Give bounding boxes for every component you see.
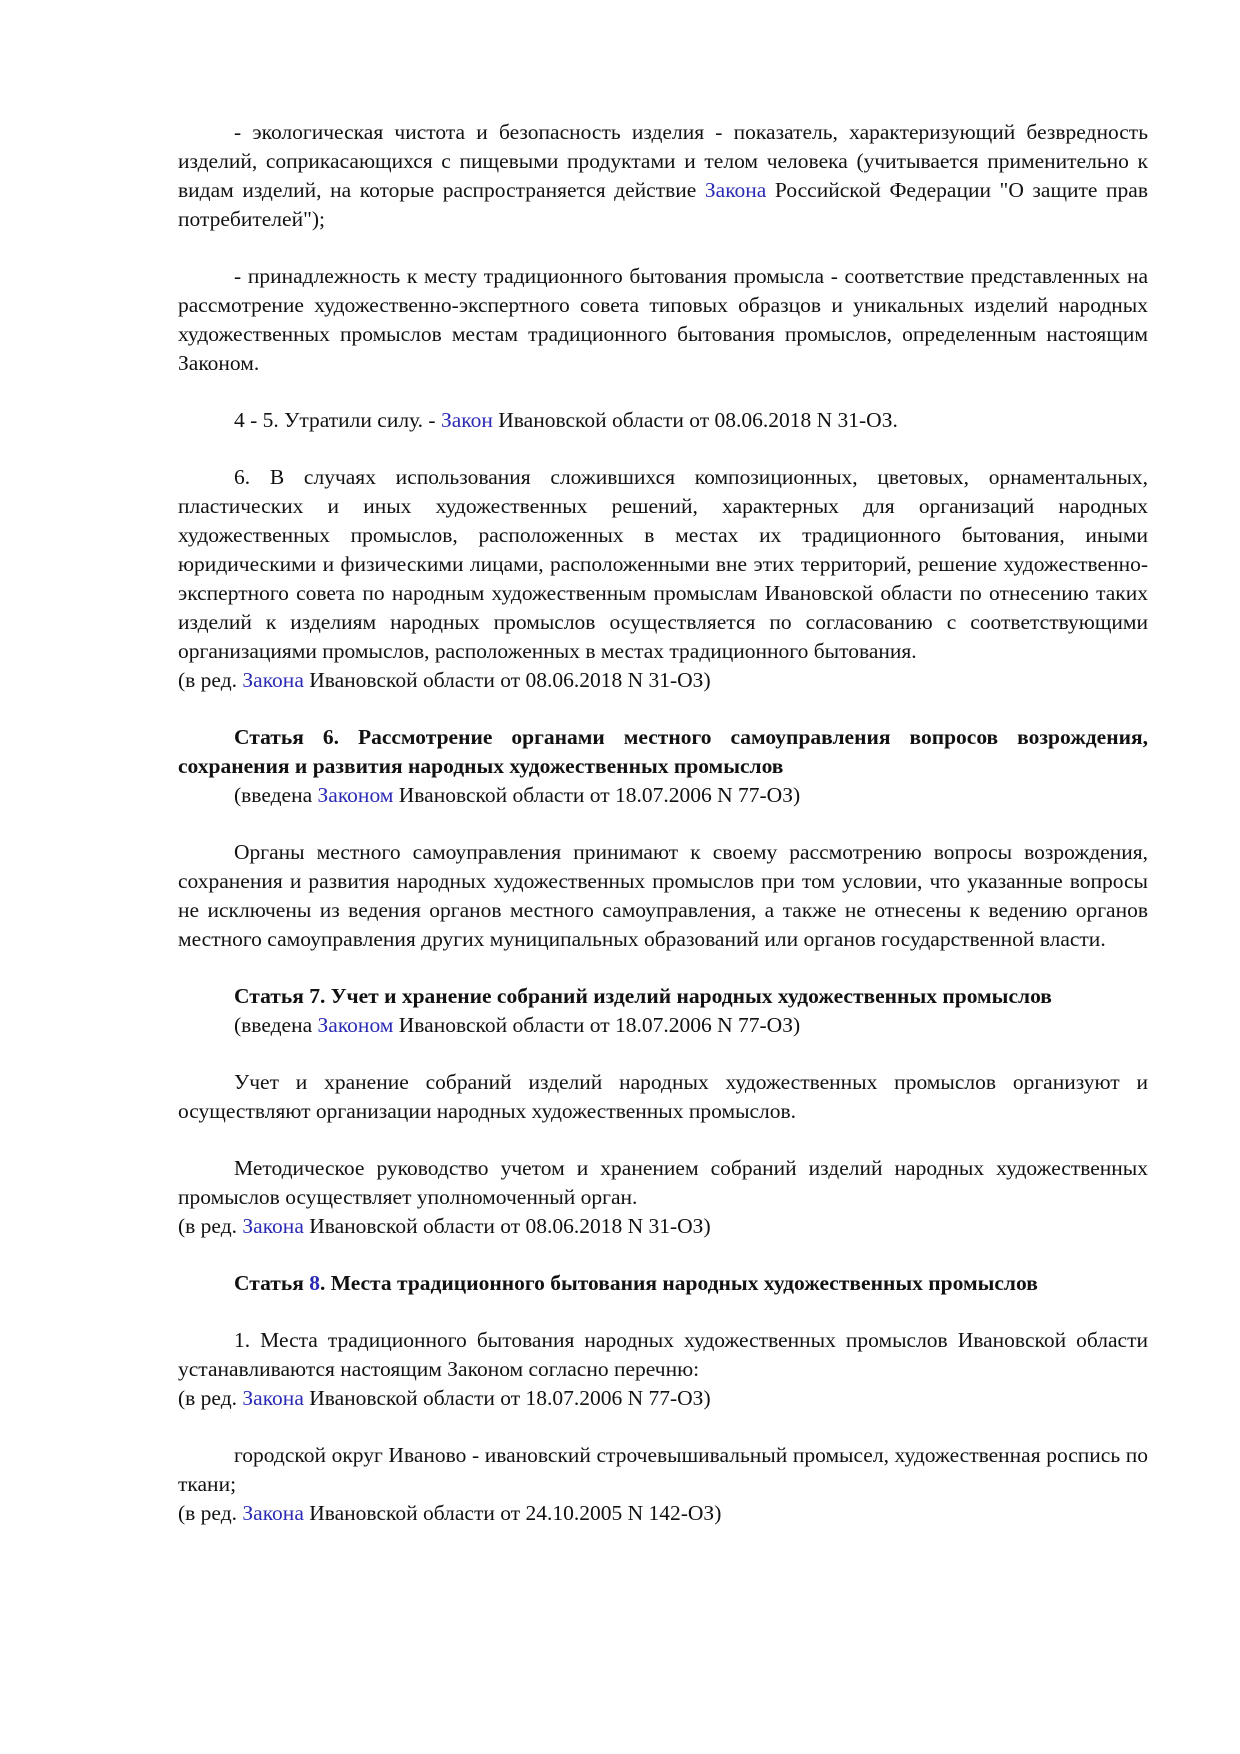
law-link[interactable]: Закона	[242, 1501, 304, 1525]
law-link[interactable]: Закона	[242, 1214, 304, 1238]
article-8-link[interactable]: 8	[309, 1271, 320, 1295]
law-link[interactable]: Закона	[704, 178, 767, 202]
paragraph-ecological-safety: - экологическая чистота и безопасность изделия - показатель, характеризующий безвредность изделий, соприкасающихся с пищевыми продуктами и телом человека (учитывается применительно к видам изделий, на которые распространяется действие Закона Российской Федерации "О защите прав потребителей");	[178, 120, 1148, 231]
law-link[interactable]: Закона	[242, 668, 304, 692]
article-7-text-2: Методическое руководство учетом и хранением собраний изделий народных художественных промыслов осуществляет уполномоченный орган.	[178, 1156, 1148, 1209]
article-8-ivanovo-entry: городской округ Иваново - ивановский строчевышивальный промысел, художественная роспись по ткани;	[178, 1443, 1148, 1496]
document-page	[178, 118, 1148, 1528]
article-8-item-1: 1. Места традиционного бытования народных художественных промыслов Ивановской области устанавливаются настоящим Законом согласно перечню:	[178, 1328, 1148, 1381]
law-link[interactable]: Закон	[440, 408, 493, 432]
article-8-heading: Статья 8. Места традиционного бытования народных художественных промыслов	[234, 1271, 1038, 1295]
law-link[interactable]: Законом	[317, 783, 394, 807]
paragraph-repealed: 4 - 5. Утратили силу. - Закон Ивановской области от 08.06.2018 N 31-ОЗ.	[234, 408, 898, 432]
amendment-note: (в ред. Закона Ивановской области от 18.07.2006 N 77-ОЗ)	[178, 1386, 711, 1410]
paragraph-belonging-to-place: - принадлежность к месту традиционного бытования промысла - соответствие представленных на рассмотрение художественно-экспертного совета типовых образцов и уникальных изделий народных художественных промыслов местам традиционного бытования промыслов, определенным настоящим Законом.	[178, 264, 1148, 375]
law-link[interactable]: Закона	[242, 1386, 304, 1410]
article-6-text: Органы местного самоуправления принимают к своему рассмотрению вопросы возрождения, сохранения и развития народных художественных промыслов при том условии, что указанные вопросы не исключены из ведения органов местного самоуправления, а также не отнесены к ведению органов местного самоуправления других муниципальных образований или органов государственной власти.	[178, 840, 1148, 951]
article-7-text-1: Учет и хранение собраний изделий народных художественных промыслов организуют и осуществляют организации народных художественных промыслов.	[178, 1070, 1148, 1123]
introduction-note: (введена Законом Ивановской области от 18.07.2006 N 77-ОЗ)	[234, 783, 801, 807]
article-6-heading: Статья 6. Рассмотрение органами местного самоуправления вопросов возрождения, сохранения и развития народных художественных промыслов	[178, 725, 1148, 778]
article-7-heading: Статья 7. Учет и хранение собраний изделий народных художественных промыслов	[234, 984, 1052, 1008]
amendment-note: (в ред. Закона Ивановской области от 24.10.2005 N 142-ОЗ)	[178, 1501, 722, 1525]
amendment-note: (в ред. Закона Ивановской области от 08.06.2018 N 31-ОЗ)	[178, 668, 711, 692]
law-link[interactable]: Законом	[317, 1013, 394, 1037]
introduction-note: (введена Законом Ивановской области от 18.07.2006 N 77-ОЗ)	[234, 1013, 801, 1037]
amendment-note: (в ред. Закона Ивановской области от 08.06.2018 N 31-ОЗ)	[178, 1214, 711, 1238]
paragraph-item-6: 6. В случаях использования сложившихся композиционных, цветовых, орнаментальных, пластических и иных художественных решений, характерных для организаций народных художественных промыслов, расположенных в местах их традиционного бытования, иными юридическими и физическими лицами, расположенными вне этих территорий, решение художественно-экспертного совета по народным художественным промыслам Ивановской области по отнесению таких изделий к изделиям народных промыслов осуществляется по согласованию с соответствующими организациями промыслов, расположенных в местах традиционного бытования.	[178, 465, 1148, 663]
